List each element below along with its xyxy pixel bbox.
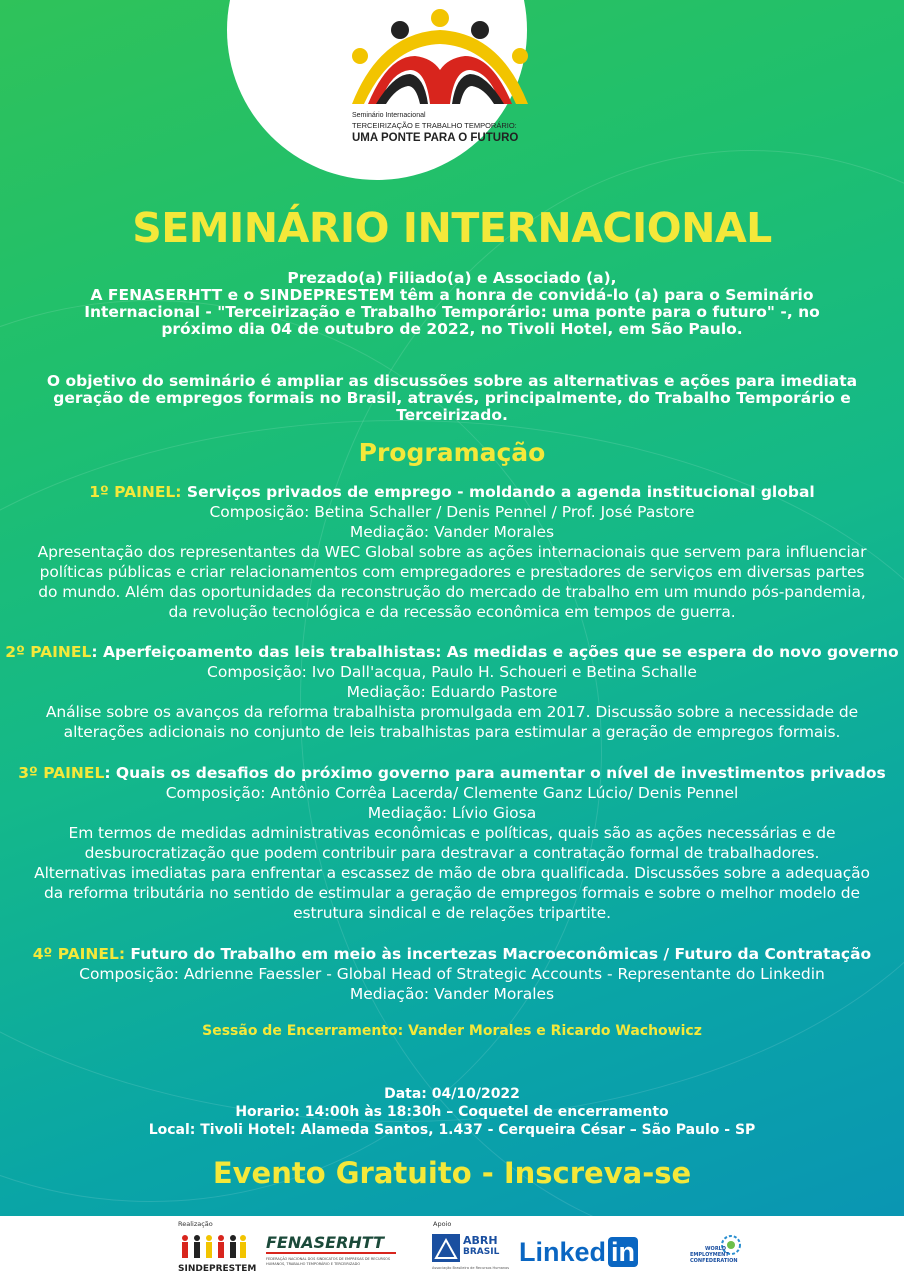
intro-line: A FENASERHTT e o SINDEPRESTEM têm a honra de convidá-lo (a) para o Seminário: [90, 286, 814, 304]
sindeprestem-people-icon: [178, 1234, 250, 1258]
panel-body-line: da reforma tributária no sentido de estimular a geração de empregos formais e sobre o melhor modelo de: [43, 884, 860, 902]
linkedin-logo: [519, 1236, 638, 1268]
intro-line: próximo dia 04 de outubro de 2022, no Tivoli Hotel, em São Paulo.: [161, 320, 743, 338]
intro-line: Prezado(a) Filiado(a) e Associado (a),: [287, 269, 617, 287]
panel-2: [0, 642, 904, 742]
program-heading: Programação: [358, 438, 546, 467]
realizacao-label: Realização: [178, 1220, 213, 1228]
sponsors-footer: [0, 1216, 904, 1280]
panel-body-line: da revolução tecnológica e da recessão econômica em tempos de guerra.: [168, 603, 736, 621]
logo-line-2: TERCEIRIZAÇÃO E TRABALHO TEMPORÁRIO:: [352, 121, 517, 130]
wec-line-3: CONFEDERATION: [690, 1258, 738, 1264]
abrh-logo: [432, 1232, 510, 1276]
closing-session: Sessão de Encerramento: Vander Morales e Ricardo Wachowicz: [202, 1023, 702, 1039]
panel-3: [0, 763, 904, 923]
wec-line-1: WORLD: [705, 1246, 726, 1252]
fenaserhtt-subtext: FEDERAÇÃO NACIONAL DOS SINDICATOS DE EMPRESAS DE RECURSOS HUMANOS, TRABALHO TEMPORÁRIO E TERCEIRIZADO: [266, 1257, 391, 1266]
bridge-people-icon: [340, 8, 540, 108]
register-cta[interactable]: Evento Gratuito - Inscreva-se: [212, 1156, 692, 1190]
objective-line: O objetivo do seminário é ampliar as discussões sobre as alternativas e ações para imediata: [46, 372, 858, 390]
event-time: Horario: 14:00h às 18:30h – Coquetel de encerramento: [235, 1104, 669, 1120]
linkedin-wordmark: Linked: [519, 1237, 607, 1267]
panel-title: Futuro do Trabalho em meio às incertezas Macroeconômicas / Futuro da Contratação: [125, 945, 872, 963]
fenaserhtt-logo: [266, 1234, 396, 1274]
panel-body-line: desburocratização que podem contribuir para destravar a contratação formal de trabalhadores.: [84, 844, 820, 862]
panel-mediation: Mediação: Vander Morales: [349, 523, 555, 541]
fenaserhtt-text: FENASERHTT: [266, 1234, 396, 1254]
panel-mediation: Mediação: Eduardo Pastore: [346, 683, 558, 701]
sindeprestem-text: SINDEPRESTEM: [178, 1264, 257, 1274]
panel-mediation: Mediação: Lívio Giosa: [367, 804, 537, 822]
panel-body-line: Análise sobre os avanços da reforma trabalhista promulgada em 2017. Discussão sobre a necessidade de: [45, 703, 859, 721]
panel-composition: Composição: Betina Schaller / Denis Pennel / Prof. José Pastore: [209, 503, 695, 521]
panel-body-line: Alternativas imediatas para enfrentar a escassez de mão de obra qualificada. Discussões sobre a adequação: [34, 864, 870, 882]
intro-block: [0, 270, 904, 338]
logo-line-1: Seminário Internacional: [352, 112, 426, 119]
abrh-subtext: Associação Brasileira de Recursos Humanos: [432, 1266, 510, 1270]
panel-body-line: políticas públicas e criar relacionamentos com empregadores e prestadores de serviços em diversas partes: [39, 563, 865, 581]
objective-line: Terceirizado.: [396, 406, 508, 424]
panel-body-line: Em termos de medidas administrativas econômicas e políticas, quais são as ações necessárias e de: [68, 824, 836, 842]
panel-1: [0, 482, 904, 622]
panel-body-line: estrutura sindical e de relações tripartite.: [293, 904, 611, 922]
linkedin-in-icon: in: [608, 1237, 638, 1267]
panel-composition: Composição: Adrienne Faessler - Global Head of Strategic Accounts - Representante do Linkedin: [79, 965, 825, 983]
panel-label: 3º PAINEL: [18, 764, 105, 782]
panel-title: : Aperfeiçoamento das leis trabalhistas: As medidas e ações que se espera do novo governo: [91, 643, 899, 661]
panel-composition: Composição: Ivo Dall'acqua, Paulo H. Schoueri e Betina Schalle: [207, 663, 697, 681]
event-place: Local: Tivoli Hotel: Alameda Santos, 1.437 - Cerqueira César – São Paulo - SP: [148, 1122, 756, 1138]
panel-4: [0, 944, 904, 1004]
panel-label: 2º PAINEL: [5, 643, 92, 661]
abrh-bottom-text: BRASIL: [463, 1247, 500, 1257]
wec-logo: [690, 1234, 750, 1274]
event-info: [0, 1085, 904, 1139]
page-title: SEMINÁRIO INTERNACIONAL: [132, 204, 772, 252]
objective-block: [0, 373, 904, 424]
panel-body-line: alterações adicionais no conjunto de leis trabalhistas para estimular a geração de empregos formais.: [63, 723, 841, 741]
abrh-icon: [432, 1234, 460, 1262]
abrh-top-text: ABRH: [463, 1234, 498, 1247]
panel-composition: Composição: Antônio Corrêa Lacerda/ Clemente Ganz Lúcio/ Denis Pennel: [165, 784, 739, 802]
apoio-label: Apoio: [433, 1220, 452, 1228]
panel-label: 1º PAINEL:: [89, 483, 182, 501]
seminar-logo: [340, 8, 540, 153]
panel-title: : Quais os desafios do próximo governo para aumentar o nível de investimentos privados: [104, 764, 886, 782]
panel-body-line: do mundo. Além das oportunidades da reconstrução do mercado de trabalho em um mundo pós-pandemia,: [38, 583, 866, 601]
panel-title: Serviços privados de emprego - moldando a agenda institucional global: [181, 483, 815, 501]
objective-line: geração de empregos formais no Brasil, através, principalmente, do Trabalho Temporário e: [53, 389, 851, 407]
panel-label: 4º PAINEL:: [32, 945, 126, 963]
panel-mediation: Mediação: Vander Morales: [349, 985, 555, 1003]
intro-line: Internacional - "Terceirização e Trabalho Temporário: uma ponte para o futuro" -, no: [84, 303, 820, 321]
event-date: Data: 04/10/2022: [384, 1086, 520, 1102]
wec-line-2: EMPLOYMENT: [690, 1252, 729, 1258]
panel-body-line: Apresentação dos representantes da WEC Global sobre as ações internacionais que servem para influenciar: [37, 543, 867, 561]
sindeprestem-logo: [178, 1234, 257, 1274]
logo-line-3: UMA PONTE PARA O FUTURO: [352, 132, 519, 144]
